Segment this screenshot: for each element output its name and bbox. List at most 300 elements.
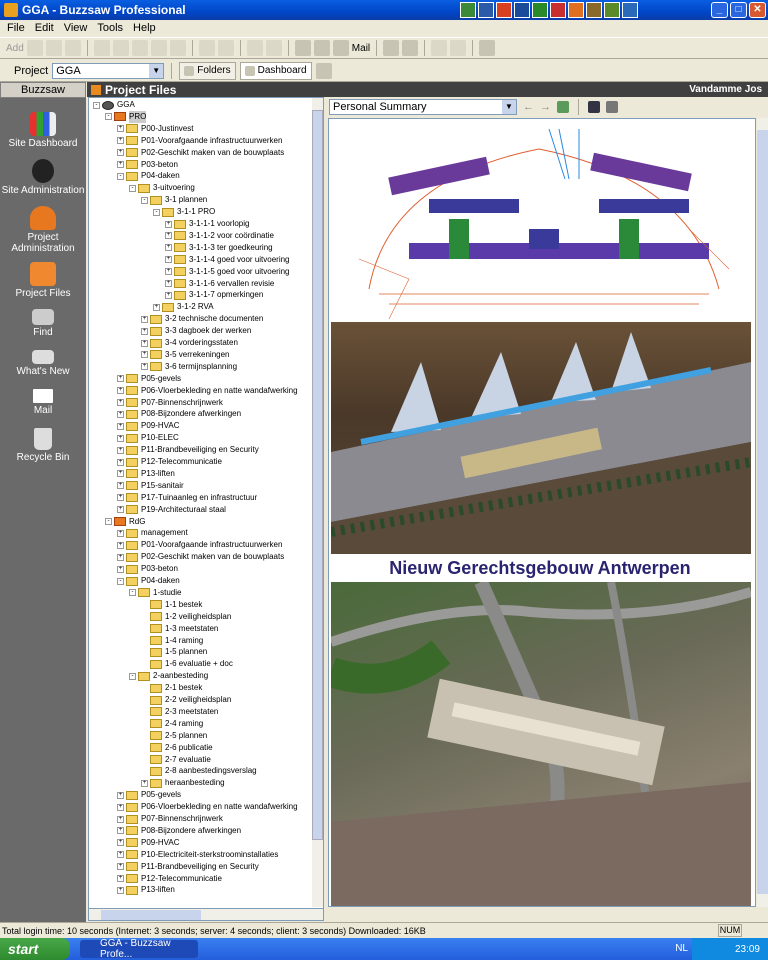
expand-icon[interactable]: + — [118, 875, 123, 881]
sidebar-item-project-administration[interactable] — [0, 206, 86, 254]
expand-icon[interactable]: + — [118, 422, 123, 429]
tree-node[interactable] — [165, 266, 290, 278]
tree-node[interactable] — [141, 635, 203, 647]
tree-node-label: P02-Geschikt maken van de bouwplaats — [141, 552, 285, 562]
tree-node[interactable] — [153, 301, 214, 313]
tree-node[interactable] — [105, 516, 145, 528]
tree-node-label: GGA — [117, 100, 135, 109]
files-icon — [30, 262, 56, 286]
folder-icon — [150, 648, 162, 657]
expand-icon[interactable]: + — [118, 791, 123, 798]
expand-icon[interactable]: + — [118, 863, 123, 870]
tree-node[interactable] — [165, 218, 249, 230]
folder-icon — [150, 743, 162, 752]
comment-icon[interactable] — [218, 40, 234, 56]
sidebar-item-label: Project Files — [15, 288, 71, 299]
expand-icon[interactable]: + — [166, 244, 171, 251]
tree-node[interactable] — [117, 135, 282, 147]
tree-node-label: P06-Vloerbekleding en natte wandafwerking — [141, 802, 298, 812]
expand-icon[interactable]: + — [118, 470, 123, 477]
expand-icon[interactable]: + — [166, 256, 171, 263]
sidebar-item-find[interactable] — [0, 309, 86, 338]
tree-node[interactable] — [141, 730, 207, 742]
tree-node[interactable] — [117, 408, 241, 420]
expand-icon[interactable]: + — [118, 482, 123, 489]
tree-node[interactable] — [117, 539, 282, 551]
tree-node[interactable] — [117, 170, 180, 182]
folder-icon — [150, 696, 162, 705]
expand-icon[interactable]: + — [142, 339, 147, 346]
folder-icon — [126, 886, 138, 895]
tree-node-label: P08-Bijzondere afwerkingen — [141, 825, 242, 835]
project-headline: Nieuw Gerechtsgebouw Antwerpen — [389, 558, 691, 578]
tree-node-label: 3-1-1-1 voorlopig — [189, 219, 250, 228]
expand-icon[interactable]: + — [142, 351, 147, 358]
buzzsaw-sidebar — [0, 82, 86, 922]
tree-node-label: 3-1-1-6 vervallen revisie — [189, 278, 275, 288]
users-icon[interactable] — [383, 40, 399, 56]
tree-node-label: 3-1-2 RVA — [177, 302, 214, 312]
markup-icon[interactable] — [199, 40, 215, 56]
quick-launch-icons — [460, 2, 638, 18]
notify-icon[interactable] — [295, 40, 311, 56]
edit-icon[interactable] — [46, 40, 62, 56]
dashboard-button[interactable] — [240, 62, 312, 80]
tree-node[interactable] — [117, 813, 223, 825]
summary-content — [328, 118, 756, 907]
app-shortcut-icon[interactable] — [622, 2, 638, 18]
tree-node[interactable] — [117, 789, 181, 801]
tree-node[interactable] — [165, 278, 274, 290]
forward-arrow-icon[interactable]: → — [540, 101, 551, 113]
envelope-icon — [33, 389, 53, 403]
chevron-down-icon[interactable]: ▼ — [502, 100, 516, 114]
tree-node[interactable] — [117, 468, 175, 480]
menu-tools[interactable]: Tools — [97, 22, 124, 34]
expand-icon[interactable]: + — [118, 506, 123, 513]
expand-icon[interactable]: + — [166, 280, 171, 286]
tree-node-label: management — [141, 528, 188, 538]
sidebar-item-recycle-bin[interactable] — [0, 428, 86, 463]
tree-node[interactable] — [105, 111, 146, 123]
app-shortcut-icon[interactable] — [532, 2, 548, 18]
back-arrow-icon[interactable]: ← — [523, 101, 534, 113]
tree-node[interactable] — [129, 182, 195, 194]
expand-icon[interactable]: + — [118, 446, 123, 453]
tree-node-label: P15-sanitair — [141, 480, 184, 490]
tree-node[interactable] — [141, 349, 229, 361]
expand-icon[interactable]: + — [118, 434, 123, 441]
folder-icon — [126, 458, 138, 467]
print-icon[interactable] — [606, 101, 618, 113]
collapse-icon[interactable]: - — [93, 102, 100, 109]
expand-icon[interactable]: + — [118, 851, 123, 858]
expand-icon[interactable]: + — [118, 553, 123, 560]
taskbar — [0, 938, 768, 960]
tree-node-label: 2-8 aanbestedingsverslag — [165, 766, 257, 776]
expand-icon[interactable]: + — [118, 149, 123, 156]
expand-icon[interactable]: + — [118, 161, 123, 167]
project-toolbar — [0, 60, 768, 82]
menu-view[interactable]: View — [63, 22, 88, 34]
tree-node[interactable] — [141, 682, 202, 694]
tree-node[interactable] — [117, 397, 223, 409]
tree-node-label: P11-Brandbeveiliging en Security — [141, 445, 259, 455]
floor-plan-image — [329, 119, 751, 323]
tree-node[interactable] — [141, 194, 207, 206]
report-icon[interactable] — [316, 63, 332, 79]
tree-node[interactable] — [117, 504, 226, 516]
expand-icon[interactable]: + — [166, 232, 171, 239]
folder-icon — [150, 196, 162, 205]
folder-icon — [126, 826, 138, 835]
tree-node-label: 1-2 veiligheidsplan — [165, 611, 232, 621]
expand-icon[interactable]: + — [118, 458, 123, 465]
tree-node[interactable] — [117, 873, 222, 885]
tree-node[interactable] — [153, 206, 215, 218]
collapse-icon[interactable]: - — [153, 209, 160, 216]
sidebar-header: Buzzsaw — [0, 82, 86, 98]
print-icon[interactable] — [247, 40, 263, 56]
subscribe-icon[interactable] — [314, 40, 330, 56]
language-indicator[interactable]: NL — [675, 943, 688, 954]
stop-icon[interactable] — [94, 40, 110, 56]
expand-icon[interactable]: + — [118, 803, 123, 810]
tree-node[interactable] — [117, 480, 184, 492]
tree-node[interactable] — [141, 313, 263, 325]
refresh-icon[interactable] — [557, 101, 569, 113]
tree-node[interactable] — [117, 551, 284, 563]
tree-node-label: P06-Vloerbekleding en natte wandafwerking — [141, 385, 298, 395]
scrollbar-thumb[interactable] — [757, 130, 768, 894]
tree-node[interactable] — [117, 861, 259, 873]
tree-node[interactable] — [165, 254, 290, 266]
tree-node[interactable] — [141, 337, 238, 349]
expand-icon[interactable]: + — [118, 815, 123, 822]
recycle-bin-icon — [34, 428, 52, 450]
binoculars-icon — [32, 309, 54, 325]
collapse-icon[interactable]: - — [117, 173, 124, 180]
folder-icon — [138, 672, 150, 681]
delete-icon[interactable] — [170, 40, 186, 56]
folder-tree[interactable] — [88, 97, 324, 909]
tree-node-label: 3-1-1-3 ter goedkeuring — [189, 242, 273, 252]
folder-icon — [174, 291, 186, 300]
tree-node[interactable] — [141, 646, 207, 658]
tree-node-label: P00-Justinvest — [141, 123, 194, 133]
minimize-button[interactable]: _ — [711, 2, 728, 18]
sidebar-item-label: Mail — [33, 405, 53, 416]
folder-icon — [126, 374, 138, 383]
folder-icon — [126, 791, 138, 800]
user-name: Vandamme Jos — [689, 84, 762, 95]
expand-icon[interactable]: + — [142, 363, 147, 370]
tree-node[interactable] — [117, 492, 257, 504]
aerial-photo-image — [331, 582, 751, 907]
expand-icon[interactable]: + — [118, 839, 123, 846]
tree-node[interactable] — [117, 385, 298, 397]
tree-node-label: P03-beton — [141, 159, 178, 169]
taskbar-window-button[interactable]: GGA - Buzzsaw Profe... — [80, 940, 198, 958]
project-files-header — [87, 82, 768, 97]
tree-node[interactable] — [141, 718, 203, 730]
tree-node[interactable] — [141, 754, 211, 766]
tree-node[interactable] — [165, 289, 263, 301]
folder-icon — [162, 208, 174, 217]
view-select-value: Personal Summary — [333, 101, 427, 113]
copy-icon[interactable] — [65, 40, 81, 56]
scrollbar-thumb[interactable] — [312, 110, 323, 840]
folder-icon — [184, 66, 194, 76]
tree-node-label: 3-1-1-2 voor coördinatie — [189, 230, 274, 240]
mail-icon[interactable] — [333, 40, 349, 56]
cut-icon[interactable] — [113, 40, 129, 56]
folder-icon — [126, 565, 138, 574]
tree-node[interactable] — [117, 527, 188, 539]
tree-node[interactable] — [141, 777, 225, 789]
folder-icon — [174, 255, 186, 264]
folder-icon — [174, 279, 186, 288]
tree-node-label: P13-liften — [141, 468, 175, 478]
tree-node-label: P05-gevels — [141, 373, 182, 383]
sidebar-item-site-dashboard[interactable] — [0, 112, 86, 149]
tree-node-label: P07-Binnenschrijnwerk — [141, 814, 223, 823]
sidebar-item-site-administration[interactable] — [0, 159, 86, 196]
tree-node-label: 3-5 verrekeningen — [165, 349, 230, 359]
tree-node-label: 1-studie — [153, 587, 182, 597]
tree-node[interactable] — [129, 587, 181, 599]
project-select[interactable] — [52, 63, 164, 79]
permissions-icon[interactable] — [402, 40, 418, 56]
tree-node[interactable] — [117, 801, 298, 813]
tree-node[interactable] — [117, 456, 222, 468]
people-group-icon — [30, 206, 56, 230]
tree-node[interactable] — [141, 361, 237, 373]
expand-icon[interactable]: + — [118, 410, 123, 417]
sidebar-item-label: What's New — [16, 366, 70, 377]
menu-edit[interactable]: Edit — [34, 22, 54, 34]
tree-node-label: P19-Architecturaal staal — [141, 504, 226, 514]
folder-icon — [150, 362, 162, 371]
tree-node[interactable] — [117, 123, 193, 135]
tree-node[interactable] — [117, 563, 178, 575]
collapse-icon[interactable]: - — [129, 185, 136, 192]
menu-help[interactable]: Help — [133, 22, 156, 34]
expand-icon[interactable]: + — [118, 827, 123, 834]
app-shortcut-icon[interactable] — [478, 2, 494, 18]
help-icon[interactable] — [479, 40, 495, 56]
expand-icon[interactable]: + — [118, 399, 123, 405]
dashboard-panel — [327, 97, 768, 922]
tree-node-label: PRO — [129, 111, 147, 121]
expand-icon[interactable]: + — [118, 125, 123, 132]
tree-node-label: P08-Bijzondere afwerkingen — [141, 409, 242, 419]
tree-node[interactable] — [117, 575, 180, 587]
tree-node-label: P09-HVAC — [141, 421, 180, 431]
tree-node-label: P04-daken — [141, 576, 180, 585]
tree-node-label: P12-Telecommunicatie — [141, 457, 222, 466]
tree-node-label: P10-Electriciteit-sterkstroominstallaties — [141, 849, 279, 859]
expand-icon[interactable]: + — [118, 565, 123, 572]
properties-icon[interactable] — [151, 40, 167, 56]
tree-node[interactable] — [165, 230, 274, 242]
tree-node[interactable] — [117, 159, 178, 171]
dashboard-icon — [245, 66, 255, 76]
collapse-icon[interactable]: - — [105, 518, 112, 525]
window-title: GGA - Buzzsaw Professional — [22, 3, 186, 17]
scrollbar-thumb[interactable] — [101, 910, 201, 920]
tree-node[interactable] — [129, 670, 208, 682]
new-folder-icon[interactable] — [27, 40, 43, 56]
start-button[interactable]: start — [0, 938, 70, 960]
folder-icon — [150, 755, 162, 764]
view-select[interactable] — [329, 99, 517, 115]
expand-icon[interactable]: + — [166, 268, 171, 275]
tree-node[interactable] — [141, 694, 231, 706]
main-toolbar — [0, 37, 768, 59]
save-icon[interactable] — [588, 101, 600, 113]
project-label: Project — [14, 64, 49, 77]
collapse-icon[interactable]: - — [117, 578, 124, 585]
tree-node[interactable] — [141, 599, 202, 611]
expand-icon[interactable]: + — [118, 541, 123, 548]
project-files-icon — [91, 85, 101, 95]
admin-people-icon — [32, 159, 54, 183]
close-button[interactable]: ✕ — [749, 2, 766, 18]
tree-node[interactable] — [165, 242, 273, 254]
folder-icon — [126, 553, 138, 562]
tree-node-label: P11-Brandbeveiliging en Security — [141, 861, 259, 871]
tree-node[interactable] — [117, 147, 284, 159]
tree-node[interactable] — [117, 420, 180, 432]
sidebar-item-project-files[interactable] — [0, 262, 86, 299]
tree-node-label: 2-1 bestek — [165, 683, 203, 693]
publish-icon[interactable] — [266, 40, 282, 56]
tree-node-label: 1-5 plannen — [165, 647, 208, 657]
paste-icon[interactable] — [132, 40, 148, 56]
tree-node-label: P17-Tuinaanleg en infrastructuur — [141, 492, 258, 502]
folder-icon — [126, 422, 138, 431]
system-tray — [692, 938, 768, 960]
tree-node-label: 2-7 evaluatie — [165, 754, 211, 764]
forward-arrow-icon[interactable] — [450, 40, 466, 56]
tree-node[interactable] — [141, 742, 213, 754]
tree-node[interactable] — [117, 825, 241, 837]
folder-icon — [126, 469, 138, 478]
tree-node[interactable] — [117, 373, 181, 385]
app-shortcut-icon[interactable] — [460, 2, 476, 18]
app-shortcut-icon[interactable] — [586, 2, 602, 18]
expand-icon[interactable]: + — [142, 315, 147, 322]
buzzsaw-app-icon[interactable] — [4, 3, 18, 17]
menu-file[interactable]: File — [7, 22, 25, 34]
back-arrow-icon[interactable] — [431, 40, 447, 56]
tree-node-label: heraanbesteding — [165, 778, 225, 788]
expand-icon[interactable]: + — [118, 494, 123, 501]
collapse-icon[interactable]: - — [105, 113, 112, 120]
tree-node-label: P04-daken — [141, 171, 180, 181]
folder-icon — [150, 600, 162, 609]
tree-node[interactable] — [117, 837, 180, 849]
tree-node[interactable] — [117, 444, 259, 456]
app-shortcut-icon[interactable] — [550, 2, 566, 18]
tree-node-label: 2-2 veiligheidsplan — [165, 695, 232, 704]
tree-node-label: 2-4 raming — [165, 718, 204, 728]
project-select-value: GGA — [56, 64, 81, 77]
app-shortcut-icon[interactable] — [568, 2, 584, 18]
tree-node[interactable] — [141, 325, 251, 337]
tree-node[interactable] — [141, 658, 233, 670]
maximize-button[interactable]: □ — [730, 2, 747, 18]
viewer-vertical-scrollbar[interactable] — [757, 118, 768, 907]
sidebar-item-mail[interactable] — [0, 389, 86, 416]
folder-icon — [126, 874, 138, 883]
tree-node[interactable] — [117, 884, 175, 896]
sidebar-item-whats-new[interactable] — [0, 350, 86, 377]
folder-icon — [150, 612, 162, 621]
folders-button[interactable] — [179, 62, 235, 80]
folder-icon — [150, 731, 162, 740]
tree-horizontal-scrollbar[interactable] — [88, 908, 324, 921]
folder-icon — [126, 529, 138, 538]
collapse-icon[interactable]: - — [129, 589, 136, 596]
app-shortcut-icon[interactable] — [604, 2, 620, 18]
folders-label: Folders — [197, 65, 231, 76]
mail-button[interactable]: Mail — [351, 42, 371, 54]
expand-icon[interactable]: + — [154, 303, 159, 310]
folder-icon — [150, 707, 162, 716]
folder-icon — [126, 124, 138, 133]
expand-icon[interactable]: + — [118, 886, 123, 893]
folder-icon — [126, 446, 138, 455]
folder-icon — [150, 327, 162, 336]
tree-node-label: RdG — [129, 516, 146, 526]
collapse-icon[interactable]: - — [141, 197, 148, 204]
chart-icon — [30, 112, 56, 136]
tree-node[interactable] — [117, 432, 179, 444]
tree-node-label: 2-5 plannen — [165, 730, 208, 740]
tree-node[interactable] — [141, 623, 218, 635]
folder-icon — [126, 434, 138, 443]
folder-icon — [126, 386, 138, 395]
folder-icon — [150, 719, 162, 728]
chevron-down-icon[interactable]: ▼ — [149, 64, 163, 78]
tree-node-label: 3-1-1 PRO — [177, 207, 216, 217]
expand-icon[interactable]: + — [166, 220, 171, 227]
expand-icon[interactable]: + — [118, 529, 123, 536]
tree-node[interactable] — [93, 99, 135, 111]
folder-icon — [126, 850, 138, 859]
app-shortcut-icon[interactable] — [514, 2, 530, 18]
expand-icon[interactable]: + — [118, 375, 123, 382]
tree-node[interactable] — [141, 611, 231, 623]
building-render-image — [331, 322, 751, 554]
tree-vertical-scrollbar[interactable] — [312, 98, 323, 907]
expand-icon[interactable]: + — [142, 327, 147, 334]
tree-node[interactable] — [117, 849, 278, 861]
expand-icon[interactable]: + — [118, 387, 123, 394]
app-shortcut-icon[interactable] — [496, 2, 512, 18]
tree-node[interactable] — [141, 706, 218, 718]
expand-icon[interactable]: + — [142, 779, 147, 786]
expand-icon[interactable]: + — [118, 137, 123, 144]
tree-node[interactable] — [141, 765, 257, 777]
folder-icon — [126, 148, 138, 157]
folder-icon — [126, 398, 138, 407]
add-button[interactable]: Add — [6, 42, 24, 54]
collapse-icon[interactable]: - — [129, 673, 136, 680]
expand-icon[interactable]: + — [166, 291, 171, 298]
